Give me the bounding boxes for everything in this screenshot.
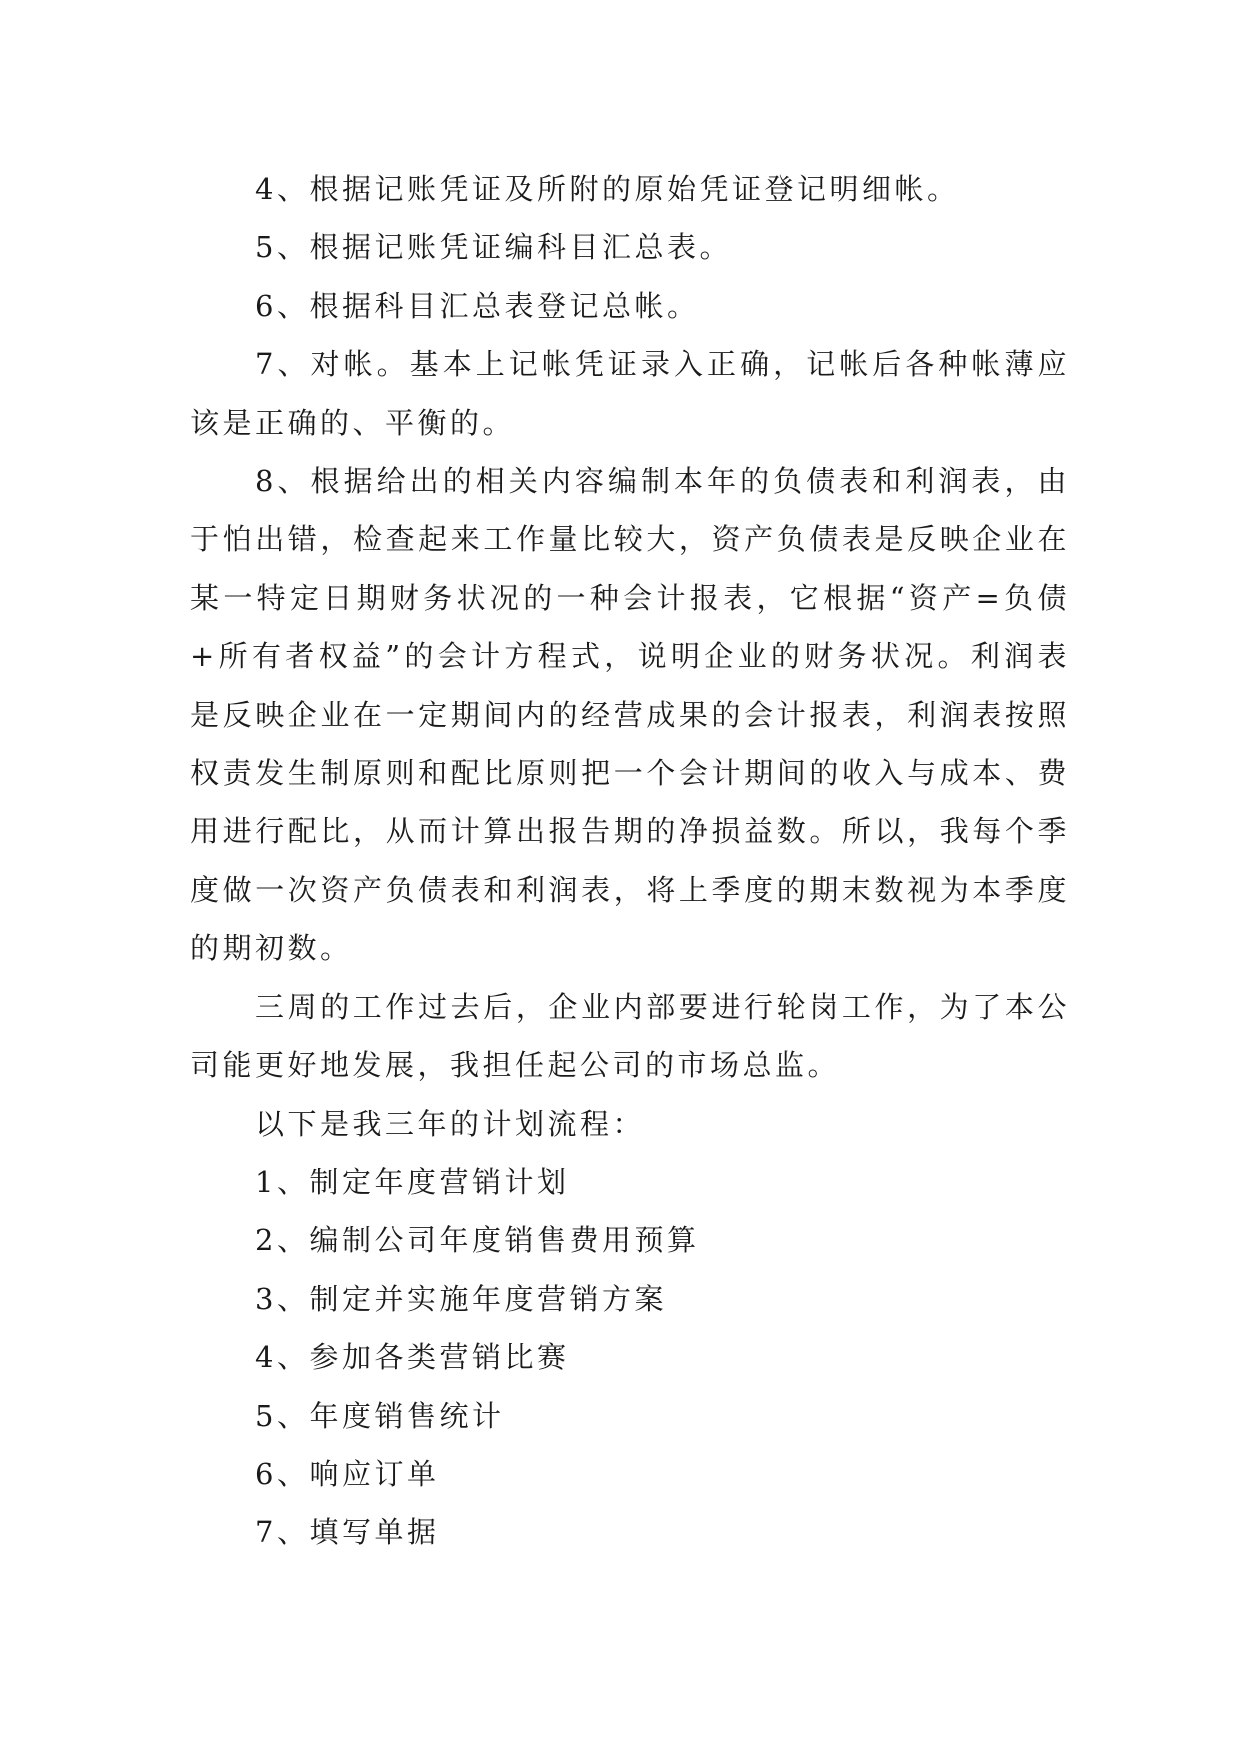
paragraph-rotation: 三周的工作过去后，企业内部要进行轮岗工作，为了本公司能更好地发展，我担任起公司的市场总监。 (190, 989, 1070, 1083)
paragraph-step-7-reconcile: 7、对帐。基本上记帐凭证录入正确，记帐后各种帐薄应该是正确的、平衡的。 (190, 347, 1070, 440)
list-item-plan-3: 3、制定并实施年度营销方案 (255, 1281, 667, 1316)
paragraph-step-5-summary: 5、根据记账凭证编科目汇总表。 (255, 230, 732, 265)
paragraph-step-4-ledger: 4、根据记账凭证及所附的原始凭证登记明细帐。 (255, 172, 960, 206)
paragraph-step-8-statements: 8、根据给出的相关内容编制本年的负债表和利润表，由于怕出错，检查起来工作量比较大，资产负债表是反映企业在某一特定日期财务状况的一种会计报表，它根据“资产=负债+所有者权益”的会计方程式，说明企业的财务状况。利润表是反映企业在一定期间内的经营成果的会计报表，利润表按照权责发生制原则和配比原则把一个会计期间的收入与成本、费用进行配比，从而计算出报告期的净损益数。所以，我每个季度做一次资产负债表和利润表，将上季度的期末数视为本季度的期初数。 (190, 464, 1070, 966)
paragraph-plan-intro: 以下是我三年的计划流程： (255, 1106, 646, 1141)
list-item-plan-4: 4、参加各类营销比赛 (255, 1340, 570, 1375)
list-item-plan-5: 5、年度销售统计 (255, 1398, 505, 1433)
list-item-plan-1: 1、制定年度营销计划 (255, 1164, 570, 1199)
list-item-plan-6: 6、响应订单 (255, 1456, 440, 1491)
document-body (190, 160, 1070, 1562)
paragraph-step-6-general-ledger: 6、根据科目汇总表登记总帐。 (255, 288, 700, 323)
list-item-plan-2: 2、编制公司年度销售费用预算 (255, 1223, 700, 1258)
list-item-plan-7: 7、填写单据 (255, 1515, 440, 1550)
